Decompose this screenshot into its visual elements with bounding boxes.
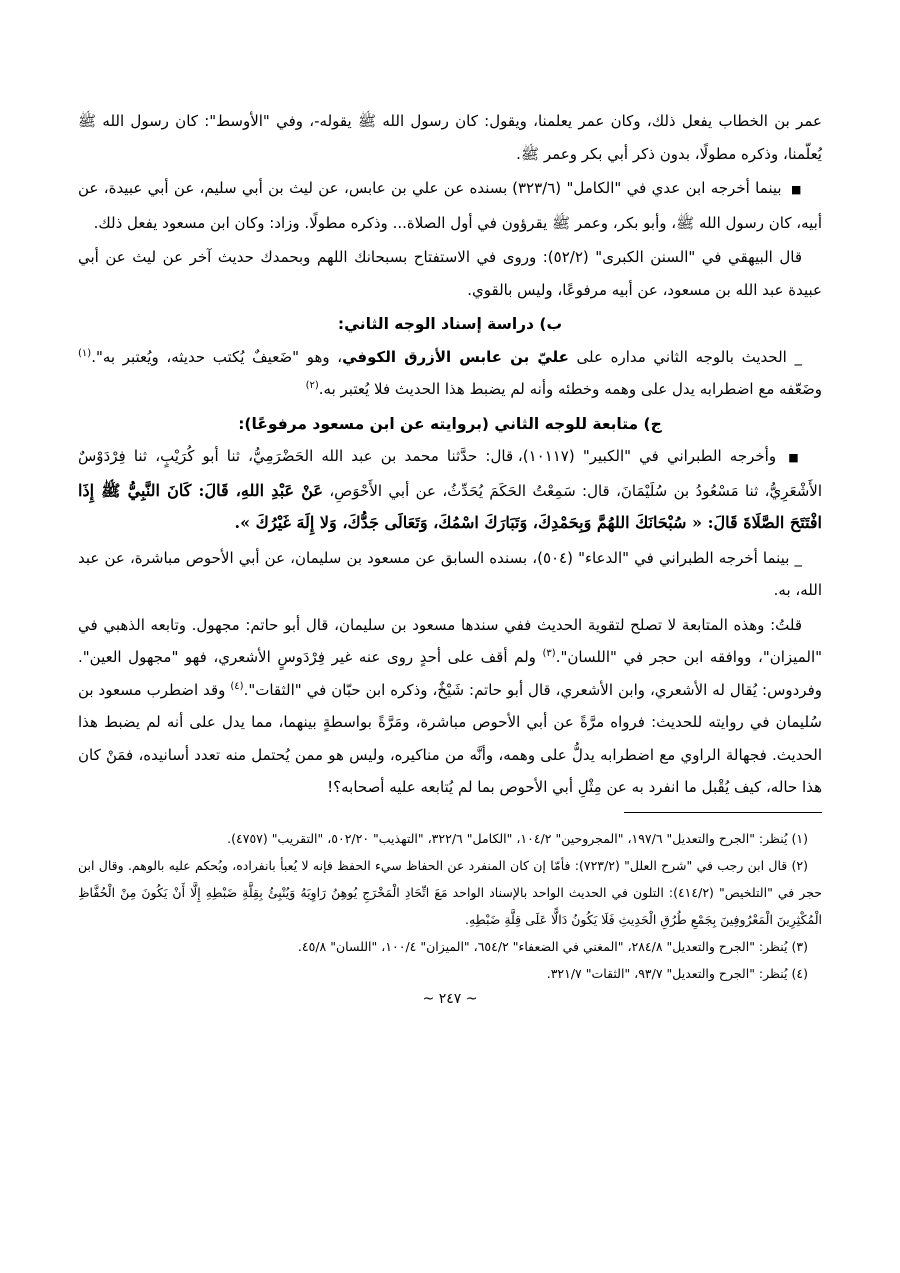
paragraph-1: عمر بن الخطاب يفعل ذلك، وكان عمر يعلمنا، ويقول: كان رسول الله ﷺ يقوله-، وفي "الأوسط": كان رسول الله ﷺ يُعلّمنا، وذكره مطولًا، بدون ذكر أبي بكر وعمر ﷺ. bbox=[78, 112, 822, 163]
paragraph-7-c: وقد اضطرب مسعود بن سُليمان في روايته للحديث: فرواه مرَّةً عن أبي الأحوص مباشرة، ومَرَّةً بواسطةٍ بينهما، مما يدل على أنه لم يضبط هذا الحديث. فجهالة الراوي مع اضطرابه يدلُّ على وهمه، وأنَّه من مناكيره، وليس هو ممن يُحتمل منه تعدد أسانيده، فمَنْ كان هذا حاله، كيف يُقْبل ما انفرد به عن مِثْلِ أبي الأحوص بما لم يُتابعه عليه أصحابه؟! bbox=[78, 680, 822, 796]
paragraph-5 bbox=[78, 440, 822, 540]
paragraph-4-mid: ، وهو "ضَعيفٌ يُكتب حديثه، ويُعتبر به". bbox=[91, 347, 343, 366]
footnote-divider bbox=[624, 812, 822, 813]
bullet-icon: ■ bbox=[788, 451, 802, 464]
paragraph-2-text: بينما أخرجه ابن عدي في "الكامل" (٣٢٣/٦) بسنده عن علي بن عابس، عن ليث بن أبي سليم، عن أبي عبيدة، عن أبيه، كان رسول الله ﷺ، وأبو بكر، وعمر ﷺ يقرؤون في أول الصلاة... وذكره مطولًا. وزاد: وكان ابن مسعود يفعل ذلك. bbox=[78, 179, 822, 232]
page-number: ~ ٢٤٧ ~ bbox=[422, 990, 478, 1007]
footnote-ref-1[interactable]: (١) bbox=[78, 347, 92, 359]
footnotes bbox=[78, 825, 822, 987]
narrator-name: عليّ بن عابس الأزرق الكوفي bbox=[342, 347, 569, 366]
paragraph-4-end: وضَعّفه مع اضطرابه يدل على وهمه وخطئه وأنه لم يضبط هذا الحديث فلا يُعتبر به. bbox=[318, 380, 822, 398]
document-page bbox=[78, 105, 822, 1205]
hadith-quote: عَنْ عَبْدِ اللهِ، قَالَ: كَانَ النَّبِيُّ ﷺ إِذَا افْتَتَحَ الصَّلَاةَ قَالَ: « سُبْحَانَكَ اللهُمَّ وَبِحَمْدِكَ، وَتَبَارَكَ اسْمُكَ، وَتَعَالَى جَدُّكَ، وَلا إِلَهَ غَيْرُكَ ». bbox=[78, 480, 822, 532]
footnote-1: (١) يُنظر: "الجرح والتعديل" ١٩٧/٦، "المجروحين" ١٠٤/٢، "الكامل" ٣٢٢/٦، "التهذيب" ٥٠٢/٢٠، "التقريب" (٤٧٥٧). bbox=[227, 830, 808, 846]
paragraph-7-b: ولم أقف على أحدٍ روى عنه غير فِرْدَوسٍ الأشعري، فهو "مجهول العين". وفردوس: يُقال له الأشعري، وابن الأشعري، قال أبو حاتم: شَيْخٌ، وذكره ابن حبّان في "الثقات". bbox=[78, 648, 822, 699]
footnote-ref-2[interactable]: (٢) bbox=[305, 380, 319, 391]
paragraph-3: قال البيهقي في "السنن الكبرى" (٥٢/٢): وروى في الاستفتاح بسبحانك اللهم وبحمدك حديث آخر عن ليث عن أبي عبيدة عبد الله بن مسعود، عن أبيه مرفوعًا، وليس بالقوي. bbox=[78, 248, 822, 299]
heading-section-c: ج) متابعة للوجه الثاني (بروايته عن ابن مسعود مرفوعًا): bbox=[238, 414, 662, 433]
paragraph-7-a: قلتُ: وهذه المتابعة لا تصلح لتقوية الحديث ففي سندها مسعود بن سليمان، قال أبو حاتم: مجهول. وتابعه الذهبي في "الميزان"، ووافقه ابن حجر في "اللسان". bbox=[78, 615, 823, 666]
footnote-ref-4[interactable]: (٤) bbox=[230, 680, 244, 692]
paragraph-4-start: _ الحديث بالوجه الثاني مداره على bbox=[568, 347, 802, 366]
paragraph-5-text: وأخرجه الطبراني في "الكبير" (١٠١١٧)، قال: حدَّثنا محمد بن عبد الله الحَضْرَمِيُّ، ثنا أبو كُرَيْبٍ، ثنا فِرْدَوْسٌ الأَشْعَرِيُّ، ثنا مَسْعُودُ بن سُلَيْمَانَ، قال: سَمِعْتُ الحَكَمَ يُحَدِّثُ، عن أبي الأَحْوَصِ، bbox=[78, 447, 823, 500]
main-text bbox=[78, 105, 822, 804]
bullet-icon: ■ bbox=[790, 183, 802, 196]
paragraph-7 bbox=[78, 609, 822, 804]
heading-section-b: ب) دراسة إسناد الوجه الثاني: bbox=[337, 315, 563, 333]
footnote-ref-3[interactable]: (٣) bbox=[542, 648, 556, 659]
paragraph-6: _ بينما أخرجه الطبراني في "الدعاء" (٥٠٤)، بسنده السابق عن مسعود بن سليمان، عن أبي الأحوص مباشرة، عن عبد الله، به. bbox=[78, 548, 822, 599]
paragraph-4 bbox=[78, 341, 822, 406]
footnote-3: (٣) يُنظر: "الجرح والتعديل" ٢٨٤/٨، "المغني في الضعفاء" ٦٥٤/٢، "الميزان" ١٠٠/٤، "اللسان" ٤٥/٨. bbox=[297, 938, 808, 954]
footnote-4: (٤) يُنظر: "الجرح والتعديل" ٩٣/٧، "الثقات" ٣٢١/٧. bbox=[546, 965, 808, 981]
footnote-2: (٢) قال ابن رجب في "شرح العلل" (٧٢٣/٢): فأمّا إن كان المنفرد عن الحفاظ سيء الحفظ فإنه لا يُعبأ بانفراده، ويُحكم عليه بالوهم. وقال ابن حجر في "التلخيص" (٤١٤/٢): التلون في الحديث الواحد بالإسناد الواحد مَعَ اتِّحَادِ الْمَخْرَجِ يُوهِنُ رَاوِيَهُ وَيُنْبِئُ بِقِلَّةِ ضَبْطِهِ إِلَّا أَنْ يَكُونَ مِنْ الْحُفَّاظِ الْمُكْثِرِينَ الْمَعْرُوفِينَ بِجَمْعِ طُرُقِ الْحَدِيثِ فَلَا يَكُونُ دَالًّا عَلَى قِلَّةِ ضَبْطِهِ. bbox=[78, 857, 822, 927]
paragraph-2 bbox=[78, 172, 822, 239]
